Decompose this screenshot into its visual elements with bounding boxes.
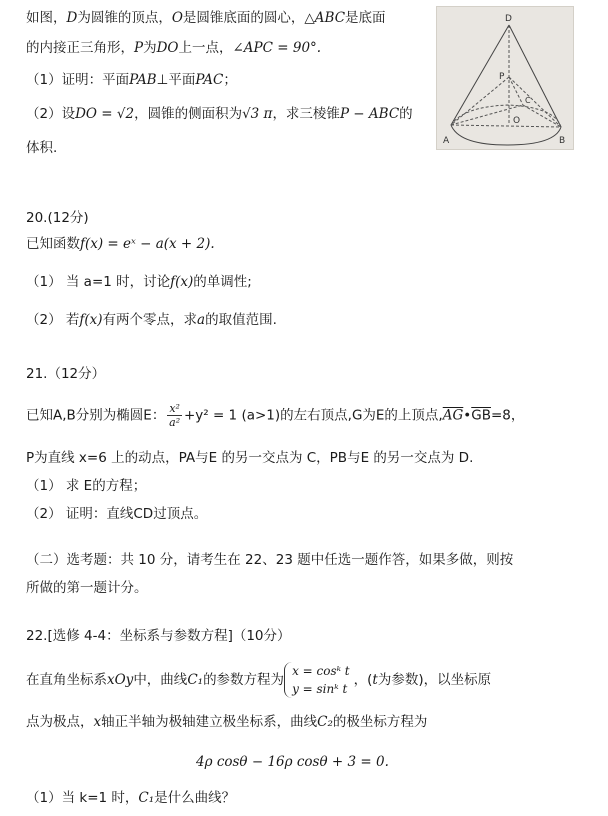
- text: 轴正半轴为极轴建立极坐标系，曲线: [101, 714, 318, 730]
- segment-AB: [451, 125, 561, 127]
- text: =8，: [490, 407, 525, 424]
- math-DO-value: DO = √2: [75, 106, 135, 122]
- fraction-denominator: a²: [169, 416, 181, 429]
- p20-statement: [26, 234, 215, 254]
- text: （1） 当 a=1 时，讨论: [26, 274, 171, 290]
- p19-line2: [26, 38, 321, 58]
- text: +y² = 1 (a>1)的左右顶点,G为E的上顶点,: [183, 407, 443, 424]
- p22-statement: [26, 662, 491, 698]
- cone-diagram: [437, 7, 573, 149]
- text: 是底面: [345, 10, 386, 26]
- equation-y: y = sinᵏ t: [292, 682, 348, 696]
- text: （1）证明：平面: [26, 72, 130, 88]
- segment-PA: [451, 77, 509, 125]
- label-D: D: [505, 14, 512, 24]
- p20-part2: [26, 310, 277, 330]
- p19-line1: [26, 8, 386, 28]
- elective-line2: 所做的第一题计分。: [26, 580, 148, 596]
- text: 点为极点，: [26, 714, 94, 730]
- math-angle-apc: ∠APC = 90°.: [232, 40, 322, 56]
- text: （2）设: [26, 106, 76, 122]
- text: 的极坐标方程为: [332, 714, 428, 730]
- p21-header: 21.（12分）: [26, 366, 106, 382]
- math-xOy: xOy: [107, 672, 134, 688]
- math-O: O: [171, 10, 183, 26]
- text: （1）当 k=1 时，: [26, 790, 139, 806]
- text: 在直角坐标系: [26, 672, 107, 688]
- math-a: a: [197, 312, 206, 328]
- text: 上一点，: [178, 40, 233, 56]
- text: ，(: [353, 672, 373, 688]
- p21-line2: P为直线 x=6 上的动点，PA与E 的另一交点为 C，PB与E 的另一交点为 D.: [26, 450, 474, 466]
- math-D: D: [66, 10, 78, 26]
- p19-part2: [26, 104, 413, 124]
- text: ；: [223, 72, 237, 88]
- label-A: A: [443, 136, 450, 146]
- base-front-arc: [451, 125, 561, 145]
- text: ，求三棱锥: [272, 106, 340, 122]
- math-P-ABC: P − ABC: [339, 106, 400, 122]
- math-t: t: [372, 672, 378, 688]
- math-C1: C₁: [187, 672, 204, 688]
- label-O: O: [513, 116, 521, 126]
- label-B: B: [559, 136, 566, 146]
- p19-part2-line2: 体积.: [26, 140, 58, 156]
- dot-operator: •: [463, 407, 472, 424]
- cone-edge-right: [509, 25, 561, 127]
- label-P: P: [499, 72, 505, 82]
- fraction-x2-a2: [167, 402, 182, 429]
- vector-GB: $\overline{GB}$: [471, 407, 491, 424]
- math-triangle-abc: △ABC: [304, 10, 346, 26]
- parametric-system: [284, 662, 354, 698]
- math-C2: C₂: [317, 714, 333, 730]
- p20-part1: [26, 272, 252, 292]
- segment-PC: [509, 77, 523, 105]
- p22-line2: [26, 712, 427, 732]
- math-DO: DO: [156, 40, 179, 56]
- math-area: √3 π: [242, 106, 273, 122]
- text: （2） 若: [26, 312, 80, 328]
- text: 为圆锥的顶点，: [77, 10, 172, 26]
- text: ⊥平面: [156, 72, 196, 88]
- p21-part1: （1） 求 E的方程；: [26, 478, 147, 494]
- text: 已知A,B分别为椭圆E：: [26, 407, 166, 424]
- equation-x: x = cosᵏ t: [292, 664, 350, 678]
- text: 的参数方程为: [203, 672, 285, 688]
- elective-line1: （二）选考题：共 10 分，请考生在 22、23 题中任选一题作答，如果多做，则按: [26, 552, 514, 568]
- p21-statement: [26, 402, 524, 429]
- text: 已知函数: [26, 236, 80, 252]
- label-C: C: [525, 96, 531, 105]
- text: 中，曲线: [133, 672, 188, 688]
- math-C1: C₁: [138, 790, 155, 806]
- text: 是什么曲线？: [154, 790, 236, 806]
- polar-equation: 4ρ cosθ − 16ρ cosθ + 3 = 0.: [196, 754, 389, 770]
- text: 的: [399, 106, 413, 122]
- math-P: P: [134, 40, 144, 56]
- base-back-arc: [451, 105, 561, 127]
- math-PAB: PAB: [129, 72, 157, 88]
- fraction-numerator: x²: [169, 402, 180, 415]
- p22-part1: [26, 788, 235, 808]
- math-PAC: PAC: [195, 72, 224, 88]
- text: 为参数)，以坐标原: [377, 672, 492, 688]
- math-x: x: [93, 714, 102, 730]
- p22-header: 22.[选修 4-4：坐标系与参数方程]（10分）: [26, 628, 291, 644]
- p19-part1: [26, 70, 237, 90]
- text: 有两个零点，求: [102, 312, 198, 328]
- text: 为: [143, 40, 157, 56]
- text: 如图，: [26, 10, 67, 26]
- p21-part2: （2） 证明：直线CD过顶点。: [26, 506, 208, 522]
- text: 的内接正三角形，: [26, 40, 134, 56]
- text: 的取值范围.: [205, 312, 277, 328]
- text: 的单调性;: [193, 274, 252, 290]
- math-fx: f(x): [79, 312, 103, 328]
- cone-figure: [436, 6, 574, 150]
- text: ，圆锥的侧面积为: [134, 106, 243, 122]
- text: 是圆锥底面的圆心，: [182, 10, 305, 26]
- p20-header: 20.(12分): [26, 210, 89, 226]
- math-f-def: f(x) = eˣ − a(x + 2).: [80, 236, 215, 252]
- math-fx: f(x): [170, 274, 194, 290]
- vector-AG: $\overline{AG}$: [442, 407, 464, 424]
